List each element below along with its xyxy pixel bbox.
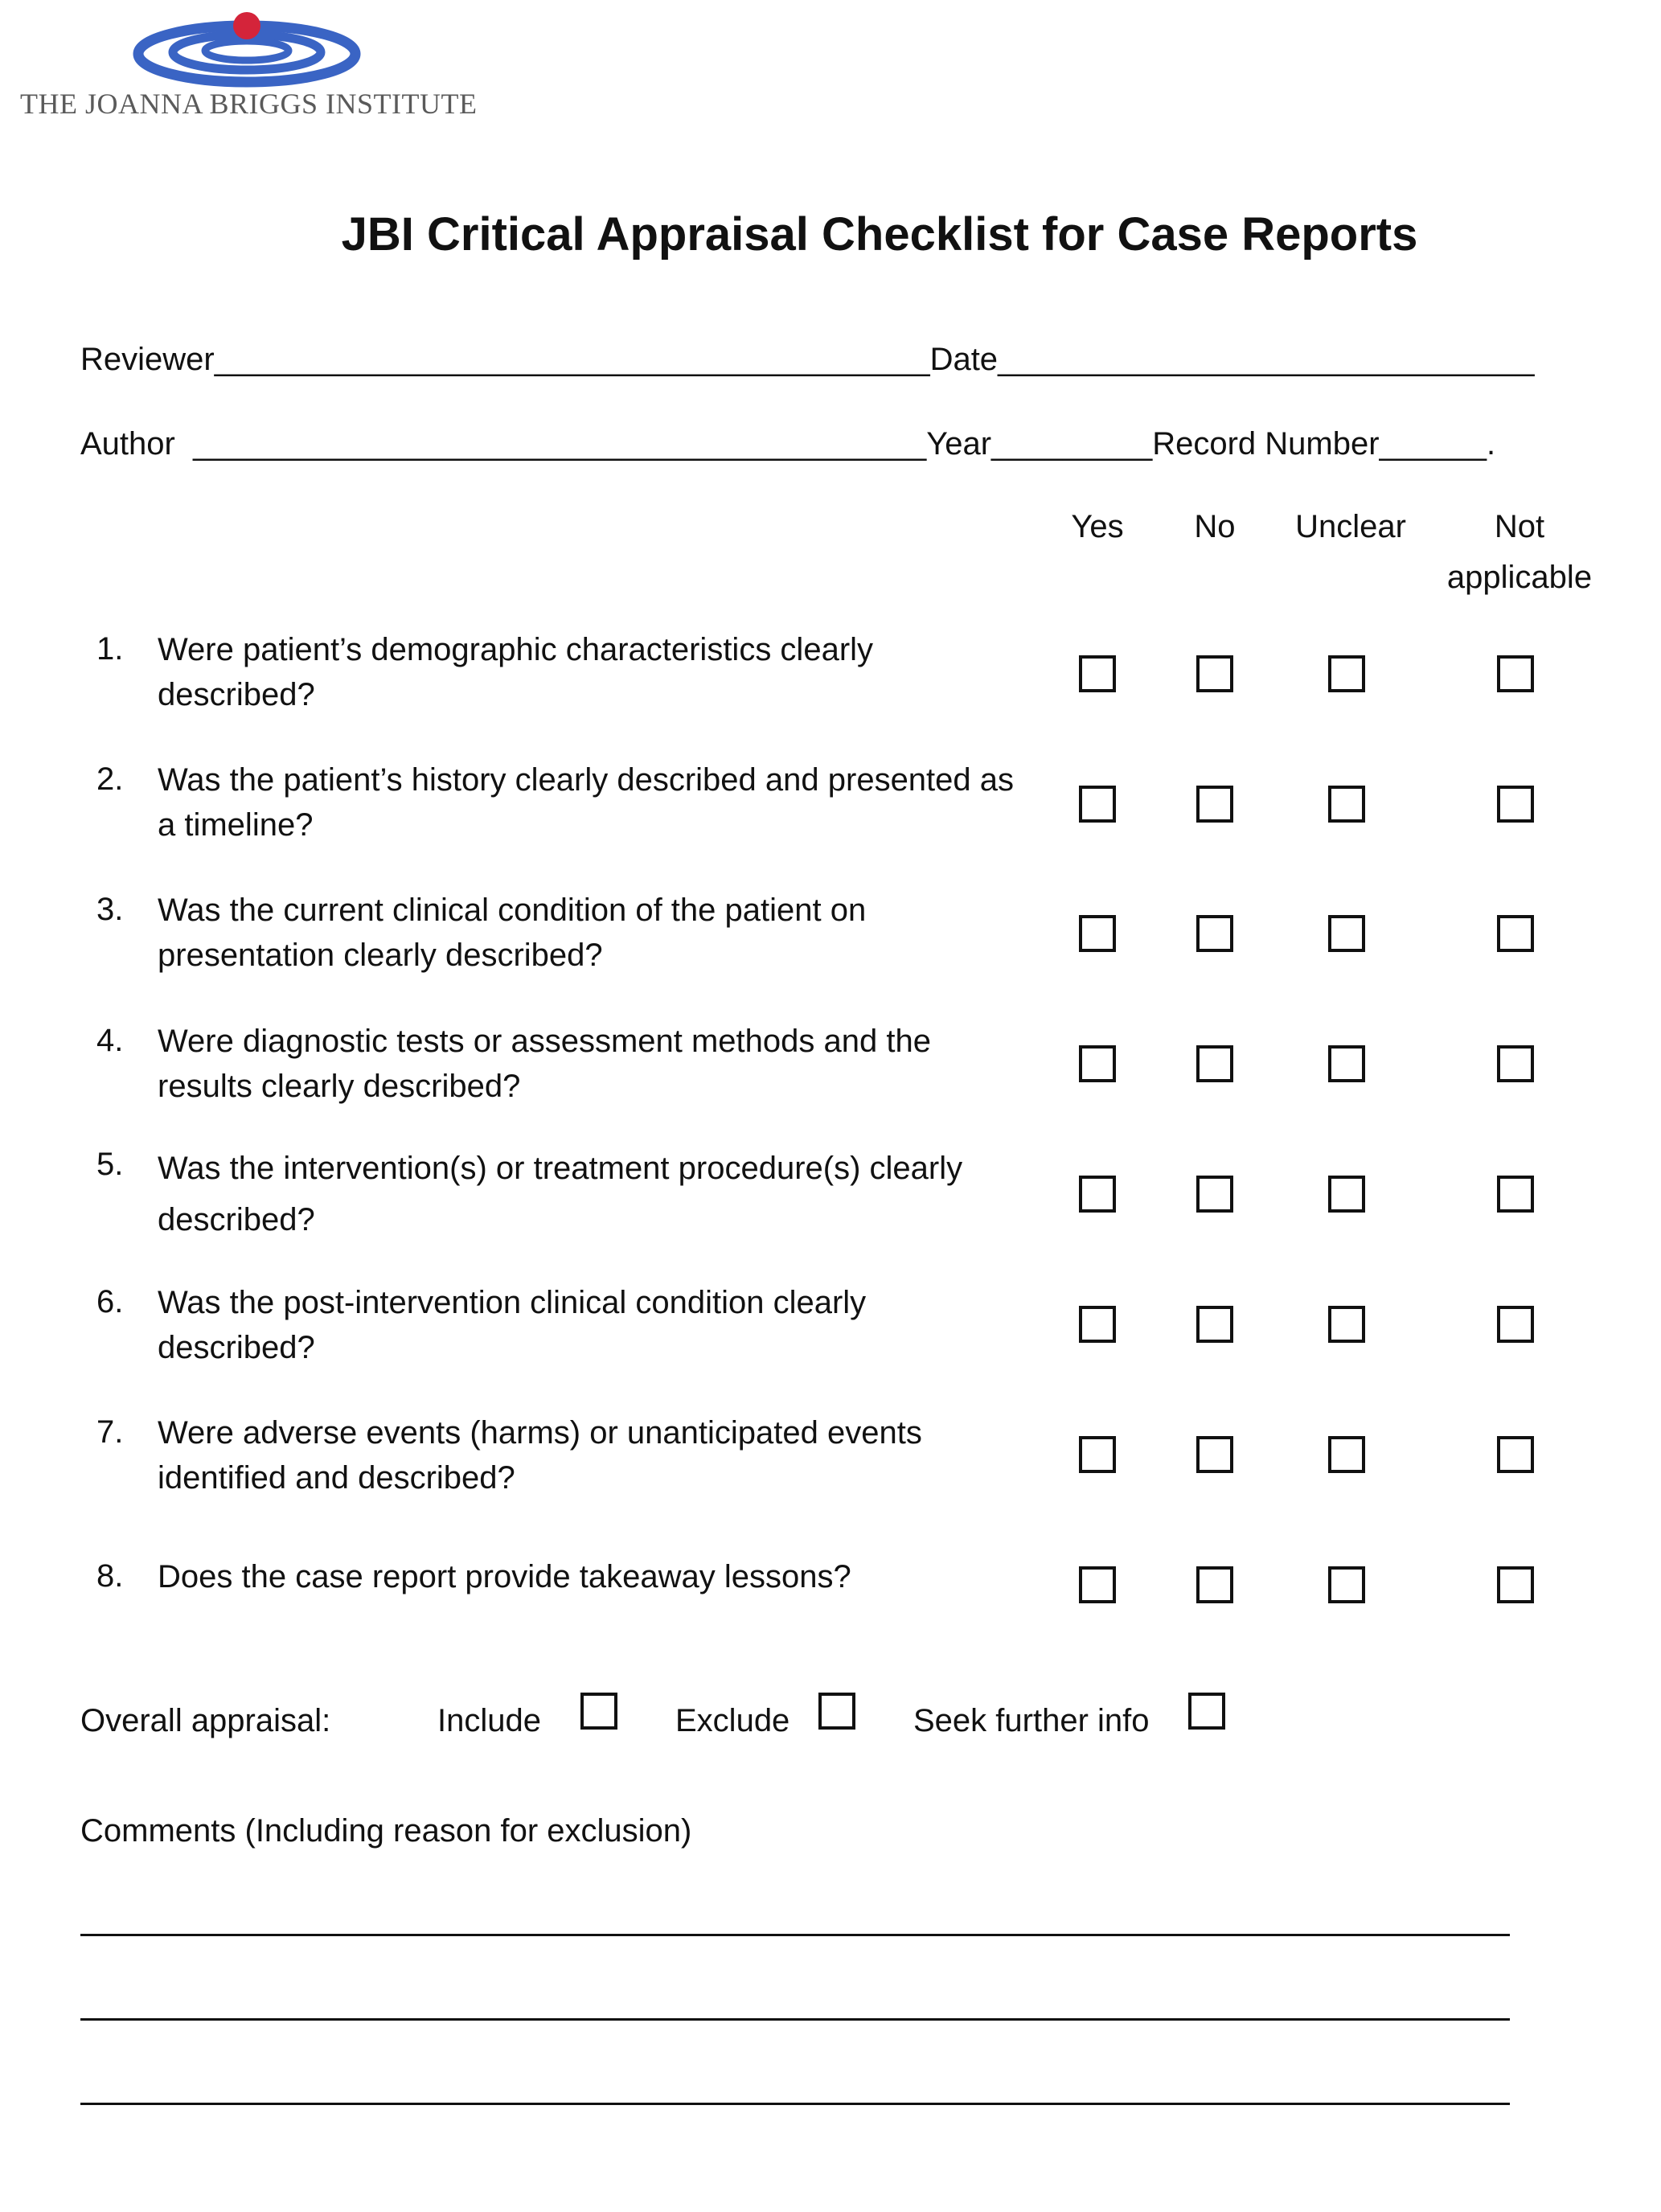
question-number: 8. — [96, 1558, 124, 1594]
question-number: 1. — [96, 631, 124, 667]
q4-not-applicable-checkbox[interactable] — [1497, 1045, 1534, 1082]
overall-appraisal-label: Overall appraisal: — [80, 1703, 331, 1738]
q1-unclear-checkbox[interactable] — [1328, 655, 1365, 692]
reviewer-field[interactable]: ________________________________________ — [214, 342, 930, 377]
q8-no-checkbox[interactable] — [1196, 1566, 1233, 1603]
q6-yes-checkbox[interactable] — [1079, 1306, 1116, 1343]
comments-label: Comments (Including reason for exclusion) — [80, 1813, 692, 1849]
q4-no-checkbox[interactable] — [1196, 1045, 1233, 1082]
comment-line-3[interactable] — [80, 2103, 1510, 2105]
q2-yes-checkbox[interactable] — [1079, 786, 1116, 823]
logo-text: THE JOANNA BRIGGS INSTITUTE — [20, 88, 478, 120]
q1-not-applicable-checkbox[interactable] — [1497, 655, 1534, 692]
year-label: Year — [926, 426, 992, 462]
q2-no-checkbox[interactable] — [1196, 786, 1233, 823]
question-number: 6. — [96, 1284, 124, 1319]
exclude-checkbox[interactable] — [818, 1693, 855, 1730]
include-checkbox[interactable] — [580, 1693, 617, 1730]
q3-unclear-checkbox[interactable] — [1328, 915, 1365, 952]
q1-yes-checkbox[interactable] — [1079, 655, 1116, 692]
question-text: Was the intervention(s) or treatment procedure(s) clearly described? — [158, 1151, 963, 1237]
q7-unclear-checkbox[interactable] — [1328, 1436, 1365, 1473]
jbi-logo-icon — [16, 10, 386, 90]
q5-yes-checkbox[interactable] — [1079, 1176, 1116, 1213]
question-number: 2. — [96, 761, 124, 797]
column-not-applicable-line1: Not — [1494, 509, 1545, 544]
q4-unclear-checkbox[interactable] — [1328, 1045, 1365, 1082]
q6-unclear-checkbox[interactable] — [1328, 1306, 1365, 1343]
q3-no-checkbox[interactable] — [1196, 915, 1233, 952]
seek-further-info-label: Seek further info — [913, 1703, 1150, 1738]
record-number-field[interactable]: ______. — [1379, 426, 1496, 462]
q3-yes-checkbox[interactable] — [1079, 915, 1116, 952]
column-unclear: Unclear — [1295, 509, 1406, 544]
question-text: Was the current clinical condition of the patient on presentation clearly described? — [158, 893, 867, 973]
q8-not-applicable-checkbox[interactable] — [1497, 1566, 1534, 1603]
record-number-label: Record Number — [1152, 426, 1380, 462]
question-text: Were patient’s demographic characteristics clearly described? — [158, 632, 874, 712]
q6-not-applicable-checkbox[interactable] — [1497, 1306, 1534, 1343]
year-field[interactable]: _________ — [991, 426, 1153, 462]
date-label: Date — [929, 342, 999, 377]
question-number: 7. — [96, 1414, 124, 1450]
question-text: Was the post-intervention clinical condition clearly described? — [158, 1285, 867, 1365]
question-number: 5. — [96, 1147, 124, 1182]
q5-unclear-checkbox[interactable] — [1328, 1176, 1365, 1213]
q8-unclear-checkbox[interactable] — [1328, 1566, 1365, 1603]
q5-not-applicable-checkbox[interactable] — [1497, 1176, 1534, 1213]
q7-not-applicable-checkbox[interactable] — [1497, 1436, 1534, 1473]
column-no: No — [1194, 509, 1236, 544]
author-field[interactable]: _________________________________________ — [193, 426, 927, 462]
comment-line-2[interactable] — [80, 2018, 1510, 2021]
column-yes: Yes — [1071, 509, 1124, 544]
column-not-applicable-line2: applicable — [1446, 560, 1593, 595]
question-number: 4. — [96, 1023, 124, 1058]
q8-yes-checkbox[interactable] — [1079, 1566, 1116, 1603]
reviewer-label: Reviewer — [80, 342, 215, 377]
q5-no-checkbox[interactable] — [1196, 1176, 1233, 1213]
q7-no-checkbox[interactable] — [1196, 1436, 1233, 1473]
q1-no-checkbox[interactable] — [1196, 655, 1233, 692]
page-title: JBI Critical Appraisal Checklist for Case Reports — [341, 208, 1418, 261]
q6-no-checkbox[interactable] — [1196, 1306, 1233, 1343]
q7-yes-checkbox[interactable] — [1079, 1436, 1116, 1473]
q2-not-applicable-checkbox[interactable] — [1497, 786, 1534, 823]
include-label: Include — [437, 1703, 541, 1738]
seek-further-info-checkbox[interactable] — [1188, 1693, 1225, 1730]
q4-yes-checkbox[interactable] — [1079, 1045, 1116, 1082]
question-text: Were adverse events (harms) or unanticipated events identified and described? — [158, 1415, 922, 1496]
exclude-label: Exclude — [675, 1703, 790, 1738]
comment-line-1[interactable] — [80, 1934, 1510, 1936]
author-label: Author — [80, 426, 175, 462]
question-text: Does the case report provide takeaway lessons? — [158, 1559, 851, 1594]
date-field[interactable]: ______________________________ — [998, 342, 1535, 377]
question-text: Was the patient’s history clearly described and presented as a timeline? — [158, 762, 1015, 843]
question-number: 3. — [96, 892, 124, 927]
q2-unclear-checkbox[interactable] — [1328, 786, 1365, 823]
q3-not-applicable-checkbox[interactable] — [1497, 915, 1534, 952]
question-text: Were diagnostic tests or assessment methods and the results clearly described? — [158, 1024, 931, 1104]
